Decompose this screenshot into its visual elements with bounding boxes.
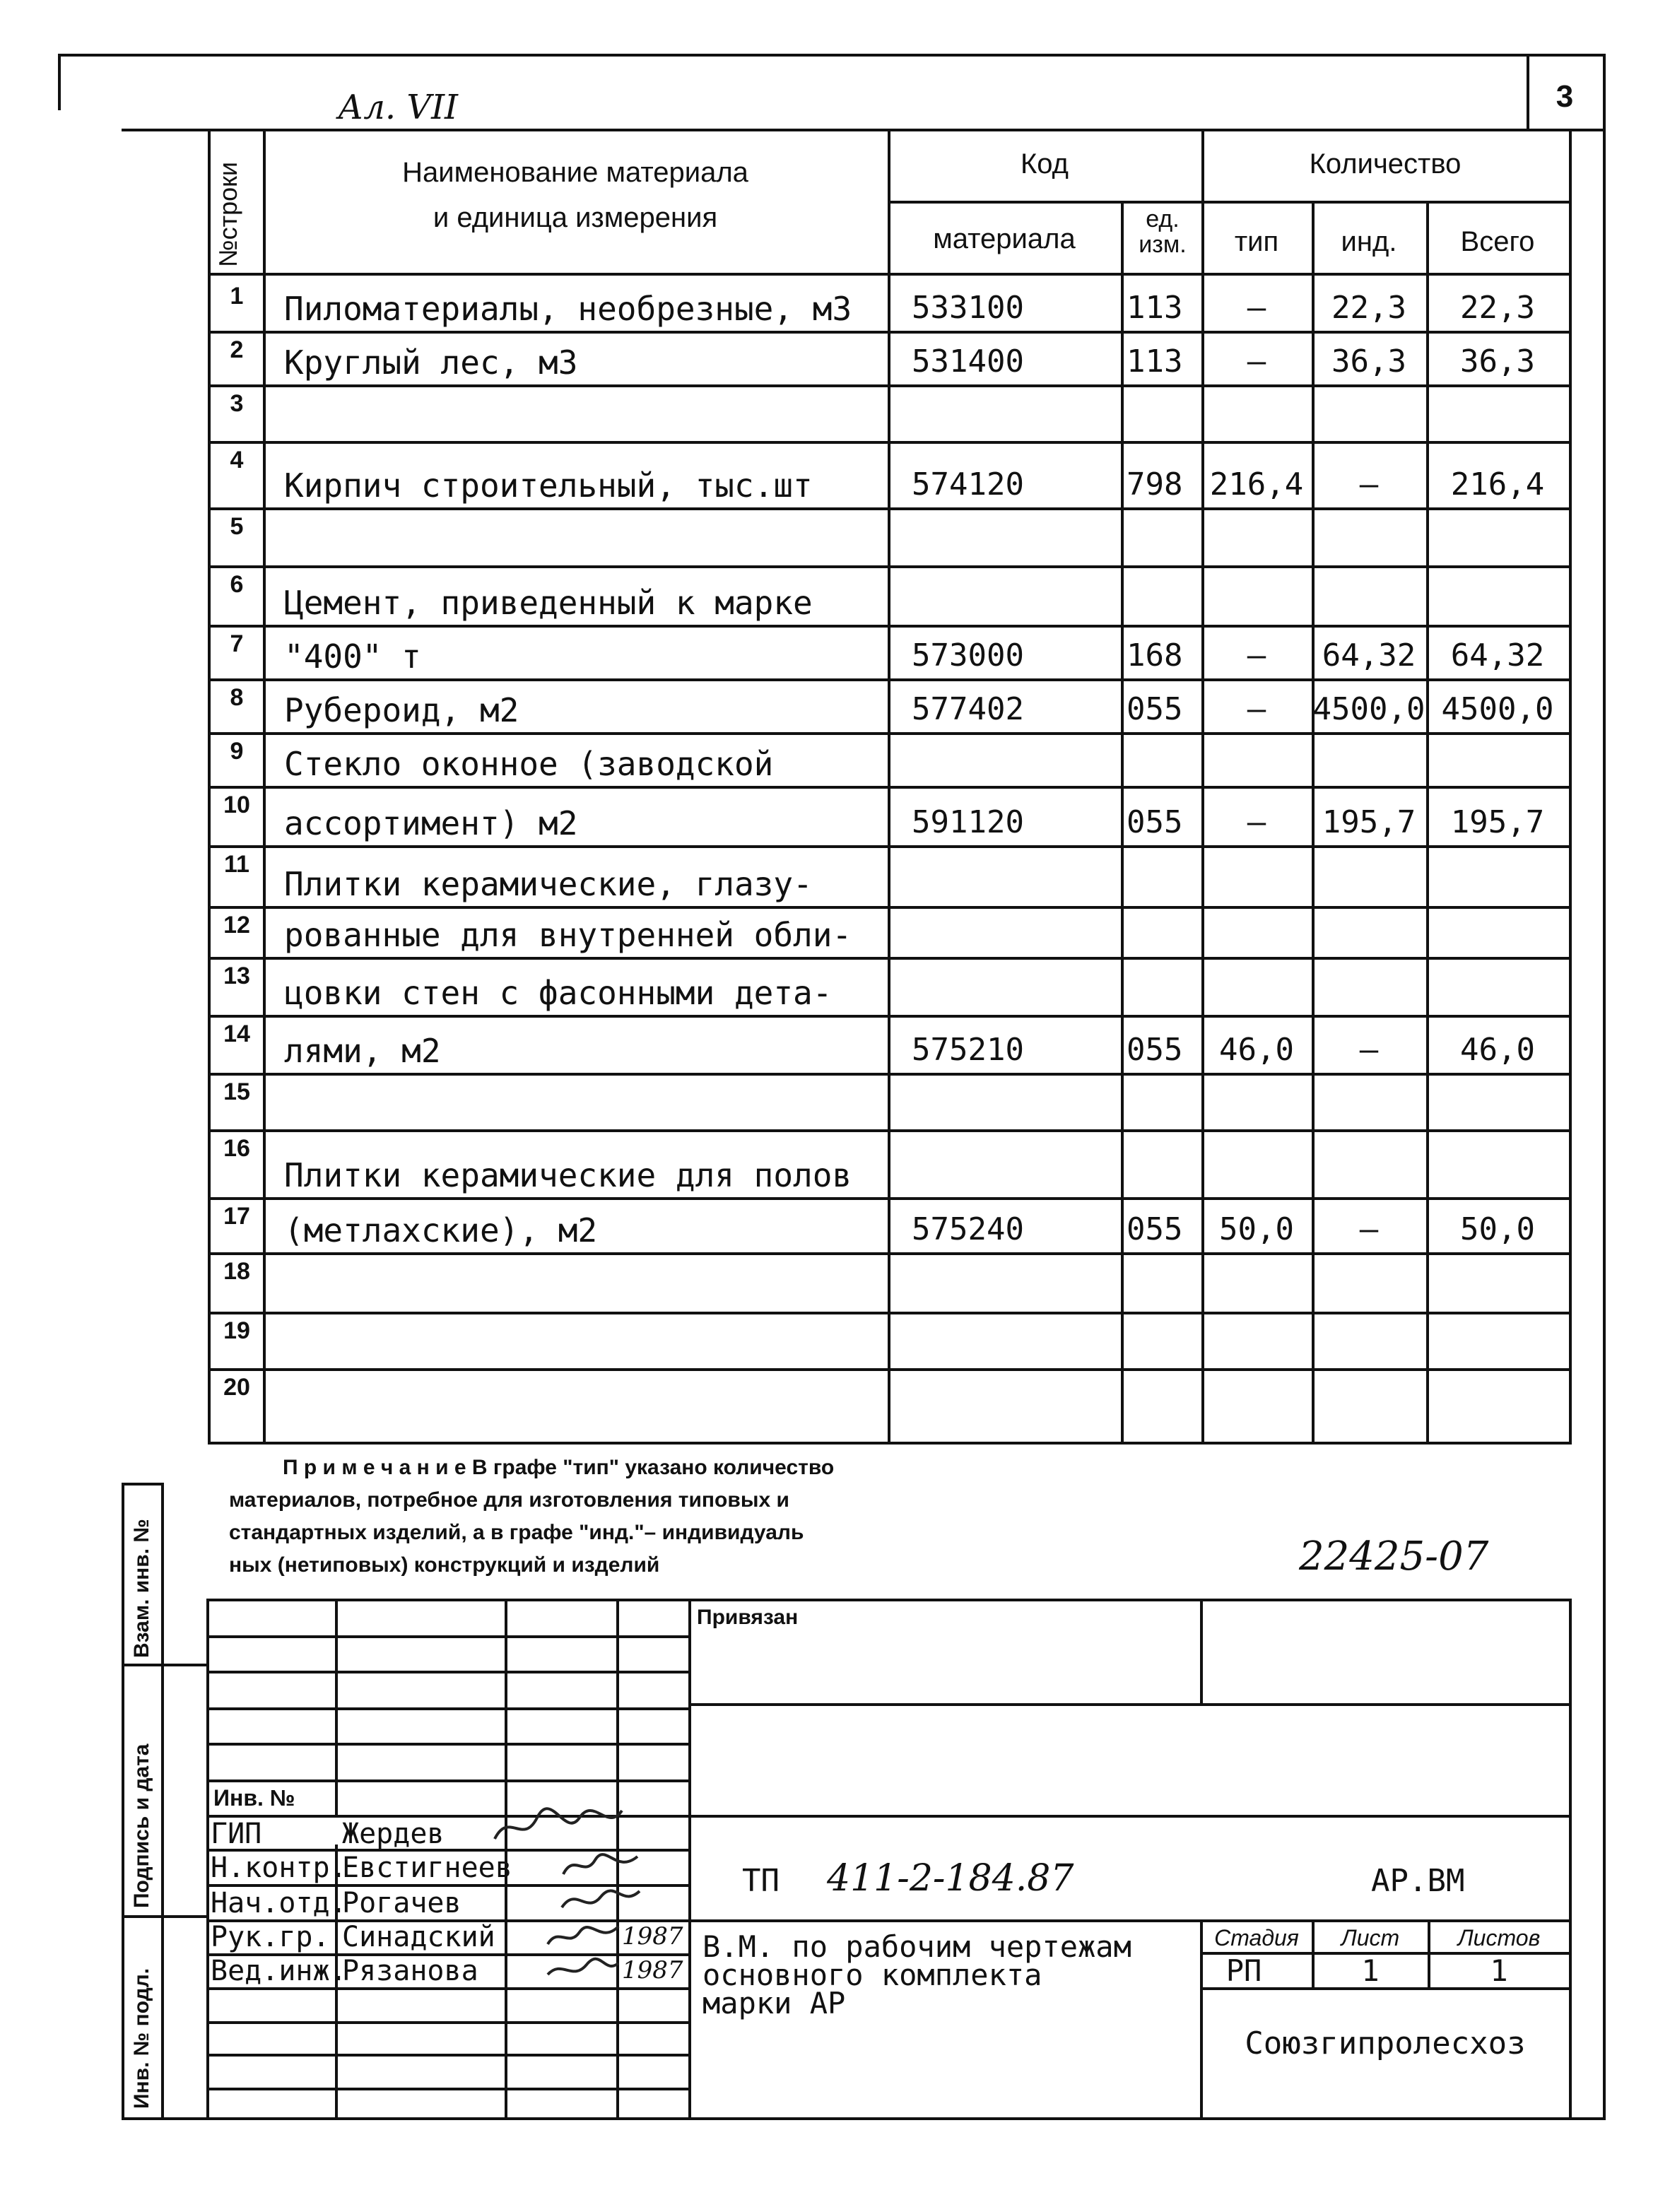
material-code: 577402 [912,691,1024,727]
material-name: Пиломатериалы, необрезные, м3 [284,290,852,328]
row-divider [208,1252,1572,1255]
note-line2: материалов, потребное для изготовления типовых и [229,1488,789,1512]
qty-ind: – [1359,1211,1379,1247]
material-name: "400" т [284,637,421,676]
material-code: 531400 [912,343,1024,380]
material-code: 574120 [912,466,1024,502]
row-number: 16 [223,1135,250,1162]
qty-total: 216,4 [1450,466,1545,502]
qty-typ: – [1247,290,1266,326]
row-number: 7 [230,630,244,657]
row-divider [208,678,1572,681]
page-number: 3 [1556,79,1574,114]
stamp-year: 1987 [622,1956,683,1984]
material-name: лями, м2 [284,1032,441,1070]
row-divider [208,957,1572,960]
stamp-title-line2: основного комплекта [702,1958,1042,1992]
row-number: 13 [223,963,250,989]
row-number: 5 [230,513,244,540]
row-divider [208,845,1572,848]
stamp-inv-no: Инв. № [213,1785,295,1811]
material-code: 575210 [912,1032,1024,1068]
material-name: Стекло оконное (заводской [284,745,774,783]
row-divider [208,906,1572,909]
stamp-sheets-label: Листов [1457,1925,1541,1951]
qty-ind: 195,7 [1322,804,1416,840]
material-name: рованные для внутренней обли- [284,916,852,954]
stamp-name: Рогачев [342,1887,461,1919]
unit-code: 113 [1127,290,1183,326]
stamp-name: Жердев [342,1818,445,1850]
qty-typ: – [1247,804,1266,840]
note-line3: стандартных изделий, а в графе "инд."– индивидуаль [229,1521,804,1544]
side-label-vzam: Взам. инв. № [130,1519,153,1658]
stamp-project-prefix: ТП [742,1863,780,1899]
note-line4: ных (нетиповых) конструкций и изделий [229,1553,660,1577]
row-number: 15 [223,1078,250,1105]
signature-sinadsky [544,1919,622,1952]
qty-total: 36,3 [1460,343,1535,380]
qty-ind: 36,3 [1331,343,1406,380]
unit-code: 113 [1127,343,1183,380]
row-number: 1 [230,283,244,310]
material-code: 573000 [912,637,1024,673]
row-number: 19 [223,1317,250,1344]
signature-evstigneev [560,1846,645,1881]
side-label-inv-podl: Инв. № подл. [130,1967,153,2109]
header-unit: ед. изм. [1139,206,1187,258]
qty-typ: 216,4 [1209,466,1304,502]
row-divider [208,625,1572,628]
row-divider [208,565,1572,568]
row-number: 4 [230,447,244,473]
row-number: 20 [223,1374,250,1401]
row-divider [208,1368,1572,1371]
material-name: (метлахские), м2 [284,1211,598,1249]
qty-total: 46,0 [1460,1032,1535,1068]
row-number: 18 [223,1258,250,1285]
sheet-mark: Ал. VII [338,88,459,127]
stamp-title-line1: В.М. по рабочим чертежам [702,1929,1131,1964]
qty-total: 64,32 [1450,637,1545,673]
material-name: Рубероид, м2 [284,691,519,729]
row-number: 17 [223,1203,250,1230]
unit-code: 798 [1127,466,1183,502]
unit-code: 055 [1127,804,1183,840]
header-quantity: Количество [1309,148,1462,180]
material-name: Цемент, приведенный к марке [284,584,813,622]
header-code: Код [1020,148,1069,180]
stamp-project-number: 411-2-184.87 [827,1857,1074,1900]
unit-code: 055 [1127,1032,1183,1068]
qty-ind: – [1359,466,1379,502]
row-divider [208,1129,1572,1132]
qty-ind: 64,32 [1322,637,1416,673]
stamp-organization: Союзгипролесхоз [1245,2025,1526,2061]
material-code: 575240 [912,1211,1024,1247]
row-divider [208,786,1572,789]
stamp-name: Евстигнеев [342,1852,512,1884]
header-material: материала [933,223,1076,254]
row-divider [208,1312,1572,1314]
row-number: 10 [223,792,250,818]
stamp-mark: АР.ВМ [1371,1863,1465,1899]
material-name: Круглый лес, м3 [284,343,578,382]
qty-ind: 22,3 [1331,290,1406,326]
stamp-sheet: 1 [1361,1953,1380,1988]
qty-total: 50,0 [1460,1211,1535,1247]
stamp-name: Рязанова [342,1955,478,1987]
qty-total: 195,7 [1450,804,1545,840]
side-label-podpis: Подпись и дата [130,1743,153,1908]
row-number: 2 [230,336,244,363]
stamp-title-line3: марки АР [702,1986,846,2020]
row-number: 14 [223,1020,250,1047]
unit-code: 168 [1127,637,1183,673]
row-divider [208,732,1572,735]
stamp-name: Синадский [342,1921,495,1953]
qty-typ: 46,0 [1219,1032,1294,1068]
note-line1: П р и м е ч а н и е В графе "тип" указано количество [283,1456,835,1479]
material-name: Плитки керамические, глазу- [284,865,813,903]
qty-ind: – [1359,1032,1379,1068]
doc-code: 22425-07 [1299,1534,1489,1579]
stamp-year: 1987 [622,1922,683,1951]
stamp-stage: РП [1225,1953,1262,1988]
row-divider [208,1073,1572,1076]
signature-rogachev [558,1883,643,1918]
row-number: 6 [230,571,244,598]
stamp-role: Нач.отд. [211,1887,347,1919]
qty-typ: – [1247,343,1266,380]
header-typ: тип [1234,226,1279,257]
header-row-no: №строки [213,161,242,267]
material-name: Плитки керамические для полов [284,1156,852,1194]
stamp-sheet-label: Лист [1341,1925,1400,1951]
stamp-sheets: 1 [1490,1953,1508,1988]
qty-total: 22,3 [1460,290,1535,326]
qty-ind: 4500,0 [1312,691,1425,727]
material-code: 533100 [912,290,1024,326]
qty-total: 4500,0 [1441,691,1554,727]
material-name: Кирпич строительный, тыс.шт [284,466,813,505]
row-divider [208,441,1572,444]
stamp-privyazan: Привязан [697,1606,799,1629]
material-name: ассортимент) м2 [284,804,578,842]
header-name-line1: Наименование материала [402,157,748,188]
stamp-role: ГИП [211,1818,262,1850]
header-ind: инд. [1341,226,1397,257]
stamp-role: Н.контр. [211,1852,347,1884]
stamp-role: Вед.инж. [211,1955,347,1987]
row-divider [208,507,1572,510]
qty-typ: – [1247,691,1266,727]
unit-code: 055 [1127,1211,1183,1247]
material-code: 591120 [912,804,1024,840]
qty-typ: 50,0 [1219,1211,1294,1247]
qty-typ: – [1247,637,1266,673]
unit-code: 055 [1127,691,1183,727]
row-divider [208,1015,1572,1018]
signature-ryazanova [544,1953,622,1986]
row-number: 8 [230,684,244,711]
material-name: цовки стен с фасонными дета- [284,974,833,1012]
header-name-line2: и единица измерения [433,202,718,233]
header-total: Всего [1460,226,1535,257]
row-divider [208,384,1572,387]
row-number: 12 [223,912,250,939]
stamp-role: Рук.гр. [211,1921,330,1953]
row-divider [208,1197,1572,1200]
row-number: 9 [230,738,244,765]
row-number: 11 [224,851,249,878]
row-divider [208,331,1572,334]
stamp-stage-label: Стадия [1214,1925,1299,1951]
row-number: 3 [230,390,244,417]
